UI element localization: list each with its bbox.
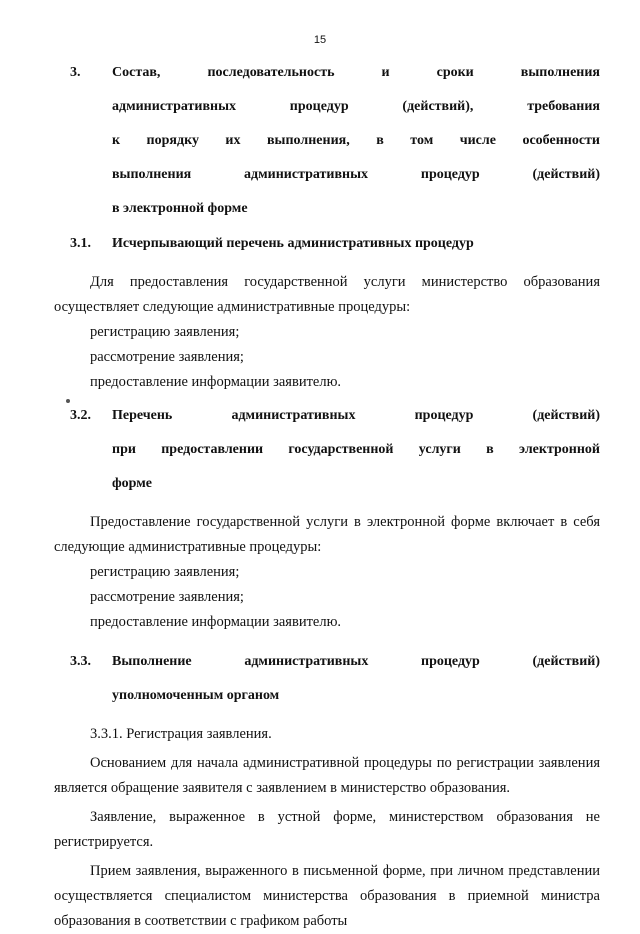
section-3-1-heading [34, 235, 600, 252]
heading-line: Состав, последовательность и сроки выполнения [112, 65, 600, 80]
heading-text: Исчерпывающий перечень административных процедур [112, 236, 474, 251]
section-number: 3.2. [70, 408, 91, 423]
list-item: регистрацию заявления; [90, 564, 240, 580]
list-item: предоставление информации заявителю. [90, 374, 342, 390]
section-3-2-heading [34, 407, 600, 492]
section-number: 3.3. [70, 654, 91, 669]
heading-line: в электронной форме [112, 201, 248, 216]
paragraph: Прием заявления, выраженного в письменной форме, при личном представлении осуществляется специалистом министерства образования в приемной министра образования в соответствии с графиком работы [54, 863, 600, 929]
heading-line: уполномоченным органом [112, 688, 280, 703]
section-3-heading [34, 64, 600, 217]
document-body [54, 64, 600, 934]
paragraph: Основанием для начала административной процедуры по регистрации заявления является обращение заявителя с заявлением в министерство образования. [54, 755, 600, 796]
heading-line: Выполнение административных процедур (действий) [112, 654, 600, 669]
heading-line: Перечень административных процедур (действий) [112, 408, 600, 423]
heading-line: выполнения административных процедур (действий) [112, 167, 600, 182]
section-3-3-heading [34, 653, 600, 704]
paragraph: Предоставление государственной услуги в электронной форме включает в себя следующие административные процедуры: [54, 514, 600, 555]
paragraph: Заявление, выраженное в устной форме, министерством образования не регистрируется. [54, 809, 600, 850]
heading-line: при предоставлении государственной услуги в электронной [112, 442, 600, 457]
page-number: 15 [313, 34, 327, 46]
list-item: рассмотрение заявления; [90, 589, 244, 605]
section-number: 3.1. [70, 236, 91, 251]
paragraph: Для предоставления государственной услуги министерство образования осуществляет следующие административные процедуры: [54, 274, 600, 315]
section-number: 3. [70, 65, 81, 80]
list-item: регистрацию заявления; [90, 324, 240, 340]
scan-mark [66, 399, 70, 403]
heading-line: к порядку их выполнения, в том числе особенности [112, 133, 600, 148]
list-item: предоставление информации заявителю. [90, 614, 342, 630]
subsection-title: 3.3.1. Регистрация заявления. [90, 726, 272, 742]
heading-line: форме [112, 476, 153, 491]
list-item: рассмотрение заявления; [90, 349, 244, 365]
heading-line: административных процедур (действий), требования [112, 99, 600, 114]
